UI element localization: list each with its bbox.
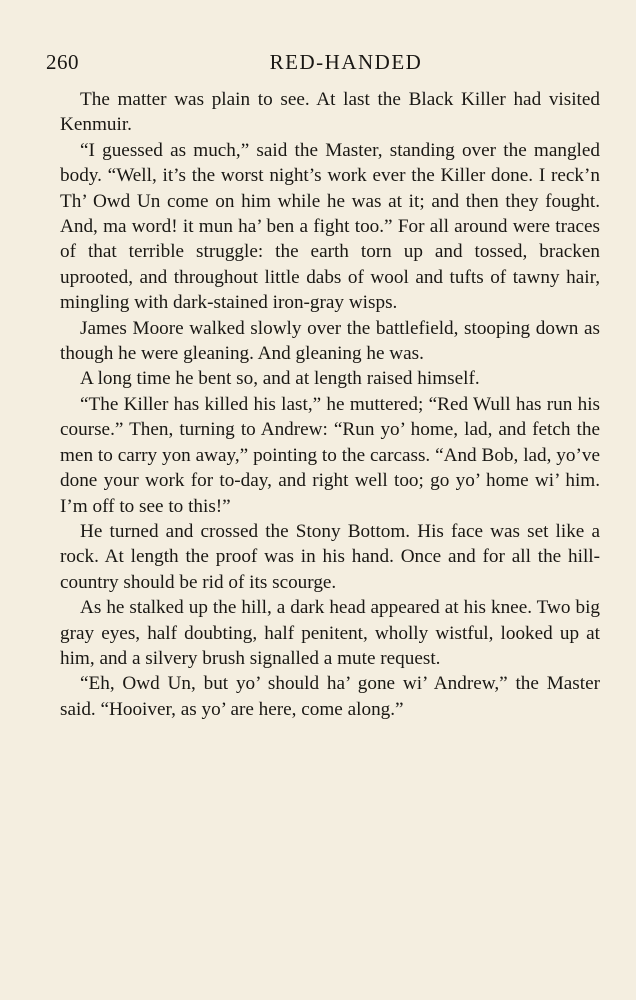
running-title: RED-HANDED xyxy=(269,50,423,74)
paragraph: “Eh, Owd Un, but yo’ should ha’ gone wi’ Andrew,” the Master said. “Hooiver, as yo’ are here, come along.” xyxy=(60,673,600,720)
body-text xyxy=(60,87,600,722)
paragraph: “I guessed as much,” said the Master, standing over the mangled body. “Well, it’s the worst night’s work ever the Killer done. I reck’n Th’ Owd Un come on him while he was at it; and then they fought. And, ma word! it mun ha’ ben a fight too.” For all around were traces of that terrible struggle: the earth torn up and tossed, bracken uprooted, and throughout little dabs of wool and tufts of tawny hair, mingling with dark-stained iron-gray wisps. xyxy=(60,139,600,314)
paragraph: He turned and crossed the Stony Bottom. His face was set like a rock. At length the proof was in his hand. Once and for all the hill-country should be rid of its scourge. xyxy=(60,520,600,593)
page-header xyxy=(46,50,606,80)
paragraph: A long time he bent so, and at length raised himself. xyxy=(80,368,480,390)
paragraph: The matter was plain to see. At last the Black Killer had visited Kenmuir. xyxy=(60,89,600,136)
paragraph: James Moore walked slowly over the battlefield, stooping down as though he were gleaning. And gleaning he was. xyxy=(60,317,600,365)
paragraph: “The Killer has killed his last,” he muttered; “Red Wull has run his course.” Then, turning to Andrew: “Run yo’ home, lad, and fetch the men to carry yon away,” pointing to the carcass. “And Bob, lad, yo’ve done your work for to-day, and right well too; go yo’ home wi’ him. I’m off to see to this!” xyxy=(60,393,600,517)
paragraph: As he stalked up the hill, a dark head appeared at his knee. Two big gray eyes, half doubting, half penitent, wholly wistful, looked up at him, and a silvery brush signalled a mute request. xyxy=(60,597,600,669)
page-number: 260 xyxy=(46,50,79,74)
